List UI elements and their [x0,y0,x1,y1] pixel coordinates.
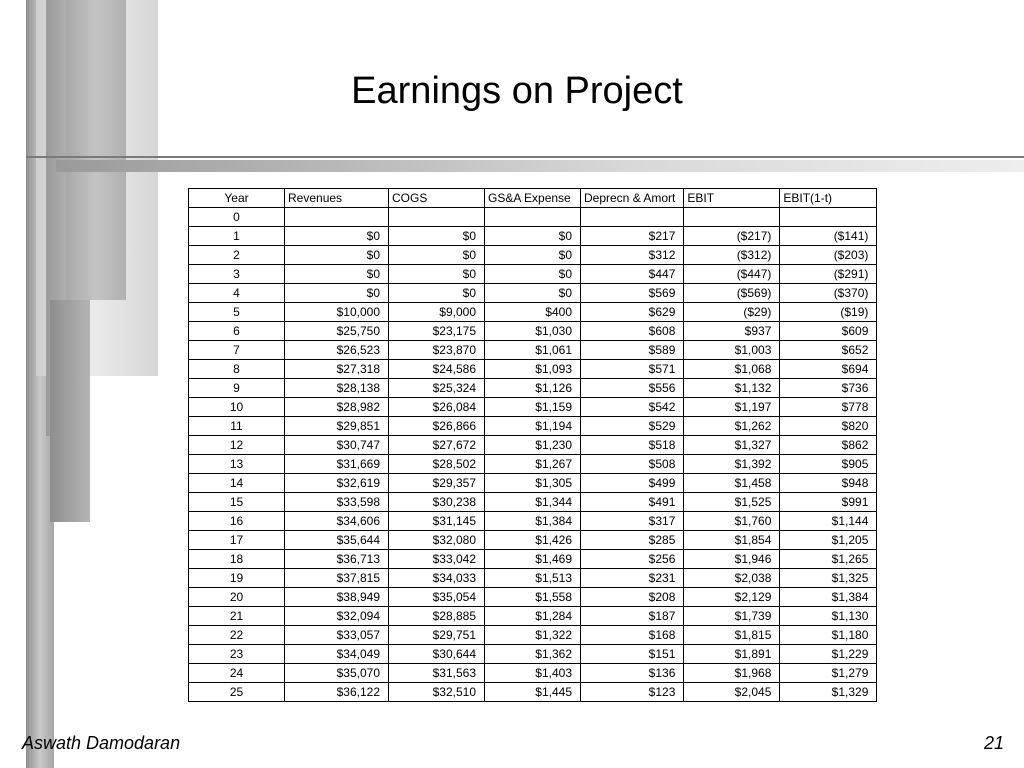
decorative-bar [66,0,126,300]
value-cell: $25,750 [285,322,389,341]
year-cell: 22 [189,626,285,645]
value-cell: $23,175 [389,322,485,341]
value-cell: $1,159 [485,398,581,417]
value-cell: $1,344 [485,493,581,512]
value-cell: $1,384 [780,588,877,607]
table-row [189,436,877,455]
value-cell: $1,180 [780,626,877,645]
value-cell: $542 [581,398,684,417]
value-cell: $1,403 [485,664,581,683]
header-cell: Revenues [285,189,389,208]
value-cell: $556 [581,379,684,398]
value-cell: $26,523 [285,341,389,360]
value-cell: $0 [285,246,389,265]
year-cell: 16 [189,512,285,531]
year-cell: 17 [189,531,285,550]
value-cell: $508 [581,455,684,474]
value-cell: $35,070 [285,664,389,683]
value-cell: $217 [581,227,684,246]
value-cell [389,208,485,227]
header-cell: GS&A Expense [485,189,581,208]
page-number: 21 [983,733,1004,753]
table-row [189,341,877,360]
value-cell: ($370) [780,284,877,303]
value-cell: $38,949 [285,588,389,607]
value-cell: $1,469 [485,550,581,569]
value-cell: $1,968 [684,664,780,683]
table-row [189,645,877,664]
value-cell: $1,061 [485,341,581,360]
value-cell: $285 [581,531,684,550]
value-cell: $136 [581,664,684,683]
table-row [189,322,877,341]
table-row [189,398,877,417]
value-cell: $589 [581,341,684,360]
value-cell: $1,384 [485,512,581,531]
header-cell: COGS [389,189,485,208]
table-row [189,417,877,436]
value-cell: $1,267 [485,455,581,474]
value-cell: $123 [581,683,684,702]
value-cell: $400 [485,303,581,322]
value-cell: $1,279 [780,664,877,683]
table-row [189,569,877,588]
value-cell: $35,054 [389,588,485,607]
value-cell: $25,324 [389,379,485,398]
value-cell: $187 [581,607,684,626]
value-cell: $26,084 [389,398,485,417]
year-cell: 25 [189,683,285,702]
table-row [189,208,877,227]
value-cell: $23,870 [389,341,485,360]
year-cell: 12 [189,436,285,455]
value-cell: $609 [780,322,877,341]
value-cell: $694 [780,360,877,379]
header-cell: EBIT(1-t) [780,189,877,208]
value-cell: $27,672 [389,436,485,455]
header-cell: EBIT [684,189,780,208]
year-cell: 21 [189,607,285,626]
decorative-bar [50,300,90,522]
value-cell: $0 [389,227,485,246]
value-cell: $28,502 [389,455,485,474]
value-cell: $1,327 [684,436,780,455]
year-cell: 14 [189,474,285,493]
value-cell: $1,003 [684,341,780,360]
value-cell: $571 [581,360,684,379]
value-cell: $1,144 [780,512,877,531]
value-cell: $0 [389,284,485,303]
value-cell [485,208,581,227]
value-cell: $1,392 [684,455,780,474]
value-cell: $36,122 [285,683,389,702]
value-cell: $652 [780,341,877,360]
value-cell: $778 [780,398,877,417]
value-cell: $29,751 [389,626,485,645]
value-cell [581,208,684,227]
table-row [189,626,877,645]
year-cell: 3 [189,265,285,284]
table-row [189,284,877,303]
year-cell: 24 [189,664,285,683]
value-cell: $1,891 [684,645,780,664]
value-cell: $28,885 [389,607,485,626]
value-cell: $1,030 [485,322,581,341]
value-cell: $26,866 [389,417,485,436]
value-cell: $31,145 [389,512,485,531]
value-cell [684,208,780,227]
title-divider-band [56,160,1024,172]
value-cell: $36,713 [285,550,389,569]
value-cell [285,208,389,227]
value-cell: $629 [581,303,684,322]
value-cell: $447 [581,265,684,284]
year-cell: 18 [189,550,285,569]
value-cell: $1,130 [780,607,877,626]
value-cell: $168 [581,626,684,645]
value-cell: $736 [780,379,877,398]
value-cell: $0 [285,265,389,284]
value-cell: $1,426 [485,531,581,550]
title-divider [26,156,1024,158]
value-cell: $1,194 [485,417,581,436]
value-cell: $1,558 [485,588,581,607]
value-cell: $33,042 [389,550,485,569]
value-cell: $1,329 [780,683,877,702]
value-cell: $1,322 [485,626,581,645]
value-cell [780,208,877,227]
value-cell: $1,126 [485,379,581,398]
value-cell: $1,760 [684,512,780,531]
value-cell: $2,129 [684,588,780,607]
value-cell: $991 [780,493,877,512]
value-cell: $518 [581,436,684,455]
year-cell: 13 [189,455,285,474]
table-row [189,379,877,398]
value-cell: $1,325 [780,569,877,588]
value-cell: $32,094 [285,607,389,626]
value-cell: $1,132 [684,379,780,398]
value-cell: $862 [780,436,877,455]
year-cell: 1 [189,227,285,246]
value-cell: $905 [780,455,877,474]
value-cell: $1,068 [684,360,780,379]
header-cell: Year [189,189,285,208]
value-cell: $0 [485,227,581,246]
table-row [189,588,877,607]
year-cell: 7 [189,341,285,360]
table-row [189,607,877,626]
value-cell: $0 [485,284,581,303]
value-cell: $1,265 [780,550,877,569]
value-cell: $31,563 [389,664,485,683]
value-cell: $1,262 [684,417,780,436]
value-cell: $2,045 [684,683,780,702]
value-cell: $1,445 [485,683,581,702]
value-cell: ($291) [780,265,877,284]
value-cell: $34,049 [285,645,389,664]
table-row [189,512,877,531]
table-row [189,550,877,569]
value-cell: $24,586 [389,360,485,379]
table-row [189,664,877,683]
slide-title: Earnings on Project [351,70,683,112]
year-cell: 20 [189,588,285,607]
table-row [189,455,877,474]
value-cell: $231 [581,569,684,588]
value-cell: $0 [389,265,485,284]
table-header-row [189,189,877,208]
table-row [189,683,877,702]
value-cell: $0 [285,284,389,303]
value-cell: $33,598 [285,493,389,512]
value-cell: $9,000 [389,303,485,322]
value-cell: $1,229 [780,645,877,664]
value-cell: $2,038 [684,569,780,588]
value-cell: $27,318 [285,360,389,379]
earnings-table [188,188,877,702]
year-cell: 15 [189,493,285,512]
value-cell: $317 [581,512,684,531]
value-cell: $35,644 [285,531,389,550]
value-cell: $1,197 [684,398,780,417]
value-cell: $608 [581,322,684,341]
value-cell: $151 [581,645,684,664]
value-cell: $937 [684,322,780,341]
value-cell: $28,138 [285,379,389,398]
value-cell: $32,619 [285,474,389,493]
value-cell: $34,033 [389,569,485,588]
value-cell: ($29) [684,303,780,322]
year-cell: 8 [189,360,285,379]
header-cell: Deprecn & Amort [581,189,684,208]
value-cell: $1,305 [485,474,581,493]
value-cell: $1,513 [485,569,581,588]
value-cell: $29,357 [389,474,485,493]
value-cell: ($141) [780,227,877,246]
year-cell: 23 [189,645,285,664]
value-cell: $820 [780,417,877,436]
value-cell: $948 [780,474,877,493]
table-row [189,360,877,379]
year-cell: 6 [189,322,285,341]
value-cell: ($217) [684,227,780,246]
value-cell: $30,238 [389,493,485,512]
value-cell: $491 [581,493,684,512]
year-cell: 19 [189,569,285,588]
value-cell: $529 [581,417,684,436]
table-row [189,493,877,512]
value-cell: ($447) [684,265,780,284]
value-cell: $30,747 [285,436,389,455]
value-cell: $208 [581,588,684,607]
value-cell: $1,739 [684,607,780,626]
table-row [189,531,877,550]
value-cell: ($203) [780,246,877,265]
value-cell: $1,854 [684,531,780,550]
value-cell: $1,205 [780,531,877,550]
value-cell: $37,815 [285,569,389,588]
value-cell: $256 [581,550,684,569]
value-cell: $499 [581,474,684,493]
value-cell: $34,606 [285,512,389,531]
year-cell: 5 [189,303,285,322]
year-cell: 11 [189,417,285,436]
year-cell: 0 [189,208,285,227]
value-cell: $0 [285,227,389,246]
value-cell: $1,815 [684,626,780,645]
value-cell: ($19) [780,303,877,322]
table-row [189,474,877,493]
value-cell: $569 [581,284,684,303]
footer-author: Aswath Damodaran [22,733,181,753]
value-cell: $30,644 [389,645,485,664]
value-cell: $1,284 [485,607,581,626]
value-cell: $1,230 [485,436,581,455]
value-cell: $0 [485,246,581,265]
value-cell: ($312) [684,246,780,265]
value-cell: $28,982 [285,398,389,417]
table-row [189,265,877,284]
table-row [189,303,877,322]
value-cell: $33,057 [285,626,389,645]
year-cell: 10 [189,398,285,417]
value-cell: $0 [389,246,485,265]
table-row [189,246,877,265]
value-cell: $29,851 [285,417,389,436]
value-cell: $1,362 [485,645,581,664]
value-cell: $1,093 [485,360,581,379]
value-cell: $1,458 [684,474,780,493]
value-cell: $1,946 [684,550,780,569]
year-cell: 4 [189,284,285,303]
year-cell: 2 [189,246,285,265]
year-cell: 9 [189,379,285,398]
value-cell: $1,525 [684,493,780,512]
value-cell: $31,669 [285,455,389,474]
value-cell: $10,000 [285,303,389,322]
value-cell: $0 [485,265,581,284]
value-cell: $32,510 [389,683,485,702]
value-cell: ($569) [684,284,780,303]
value-cell: $312 [581,246,684,265]
table-row [189,227,877,246]
value-cell: $32,080 [389,531,485,550]
